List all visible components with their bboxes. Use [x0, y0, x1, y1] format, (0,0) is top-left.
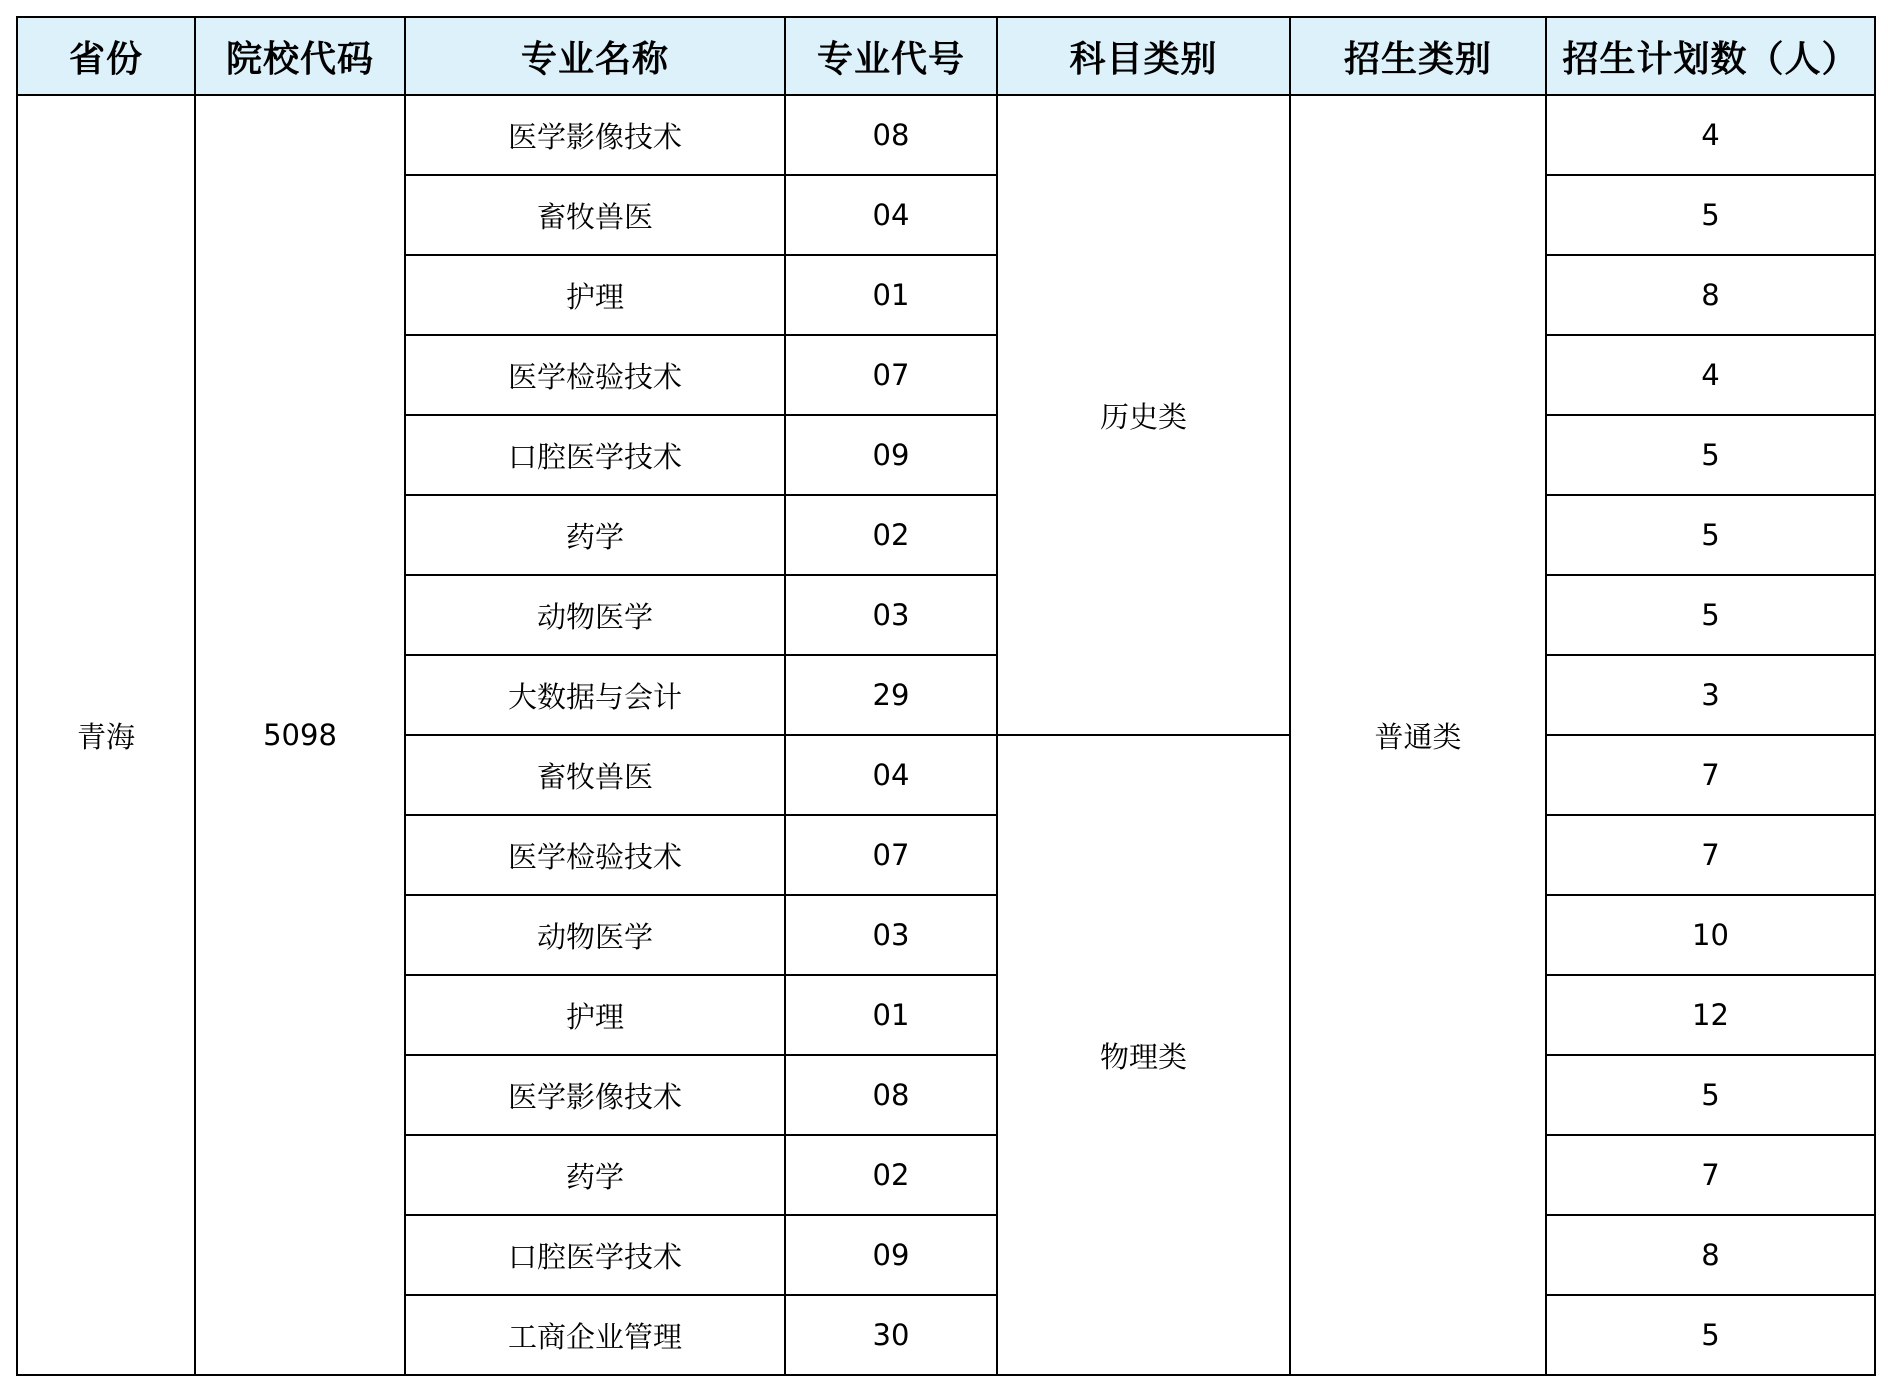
plan-count-cell: 5: [1546, 175, 1875, 255]
major-name-cell: 口腔医学技术: [405, 415, 785, 495]
plan-count-cell: 10: [1546, 895, 1875, 975]
major-code-cell: 07: [785, 335, 997, 415]
major-code-cell: 04: [785, 735, 997, 815]
enrollment-plan-table: [16, 16, 1876, 1376]
plan-count-cell: 7: [1546, 735, 1875, 815]
major-name-cell: 大数据与会计: [405, 655, 785, 735]
major-name-cell: 畜牧兽医: [405, 175, 785, 255]
plan-count-cell: 5: [1546, 575, 1875, 655]
major-name-cell: 医学检验技术: [405, 335, 785, 415]
plan-count-cell: 8: [1546, 255, 1875, 335]
header-plan-count: 招生计划数（人）: [1546, 17, 1875, 95]
major-name-cell: 口腔医学技术: [405, 1215, 785, 1295]
plan-count-cell: 8: [1546, 1215, 1875, 1295]
plan-count-cell: 3: [1546, 655, 1875, 735]
header-major-code: 专业代号: [785, 17, 997, 95]
major-name-cell: 医学检验技术: [405, 815, 785, 895]
table-row: [17, 95, 1875, 175]
major-name-cell: 动物医学: [405, 895, 785, 975]
major-code-cell: 29: [785, 655, 997, 735]
major-code-cell: 04: [785, 175, 997, 255]
header-school-code: 院校代码: [195, 17, 405, 95]
table-body: [17, 95, 1875, 1375]
header-enroll-category: 招生类别: [1290, 17, 1546, 95]
plan-count-cell: 12: [1546, 975, 1875, 1055]
plan-count-cell: 7: [1546, 1135, 1875, 1215]
school-code-cell: 5098: [195, 95, 405, 1375]
major-name-cell: 医学影像技术: [405, 1055, 785, 1135]
major-code-cell: 09: [785, 1215, 997, 1295]
header-province: 省份: [17, 17, 195, 95]
major-name-cell: 药学: [405, 495, 785, 575]
major-code-cell: 02: [785, 495, 997, 575]
major-name-cell: 护理: [405, 255, 785, 335]
plan-count-cell: 5: [1546, 1055, 1875, 1135]
table-header-row: [17, 17, 1875, 95]
plan-count-cell: 4: [1546, 95, 1875, 175]
major-name-cell: 药学: [405, 1135, 785, 1215]
major-name-cell: 护理: [405, 975, 785, 1055]
major-code-cell: 01: [785, 975, 997, 1055]
plan-count-cell: 5: [1546, 415, 1875, 495]
major-code-cell: 03: [785, 575, 997, 655]
major-name-cell: 医学影像技术: [405, 95, 785, 175]
major-code-cell: 03: [785, 895, 997, 975]
major-code-cell: 02: [785, 1135, 997, 1215]
major-name-cell: 动物医学: [405, 575, 785, 655]
major-name-cell: 工商企业管理: [405, 1295, 785, 1375]
major-code-cell: 08: [785, 1055, 997, 1135]
plan-count-cell: 7: [1546, 815, 1875, 895]
subject-category-cell: 历史类: [997, 95, 1290, 735]
enroll-category-cell: 普通类: [1290, 95, 1546, 1375]
header-subject-category: 科目类别: [997, 17, 1290, 95]
major-code-cell: 01: [785, 255, 997, 335]
subject-category-cell: 物理类: [997, 735, 1290, 1375]
major-code-cell: 08: [785, 95, 997, 175]
major-name-cell: 畜牧兽医: [405, 735, 785, 815]
major-code-cell: 07: [785, 815, 997, 895]
province-cell: 青海: [17, 95, 195, 1375]
plan-count-cell: 4: [1546, 335, 1875, 415]
major-code-cell: 30: [785, 1295, 997, 1375]
major-code-cell: 09: [785, 415, 997, 495]
plan-count-cell: 5: [1546, 1295, 1875, 1375]
header-major-name: 专业名称: [405, 17, 785, 95]
plan-count-cell: 5: [1546, 495, 1875, 575]
